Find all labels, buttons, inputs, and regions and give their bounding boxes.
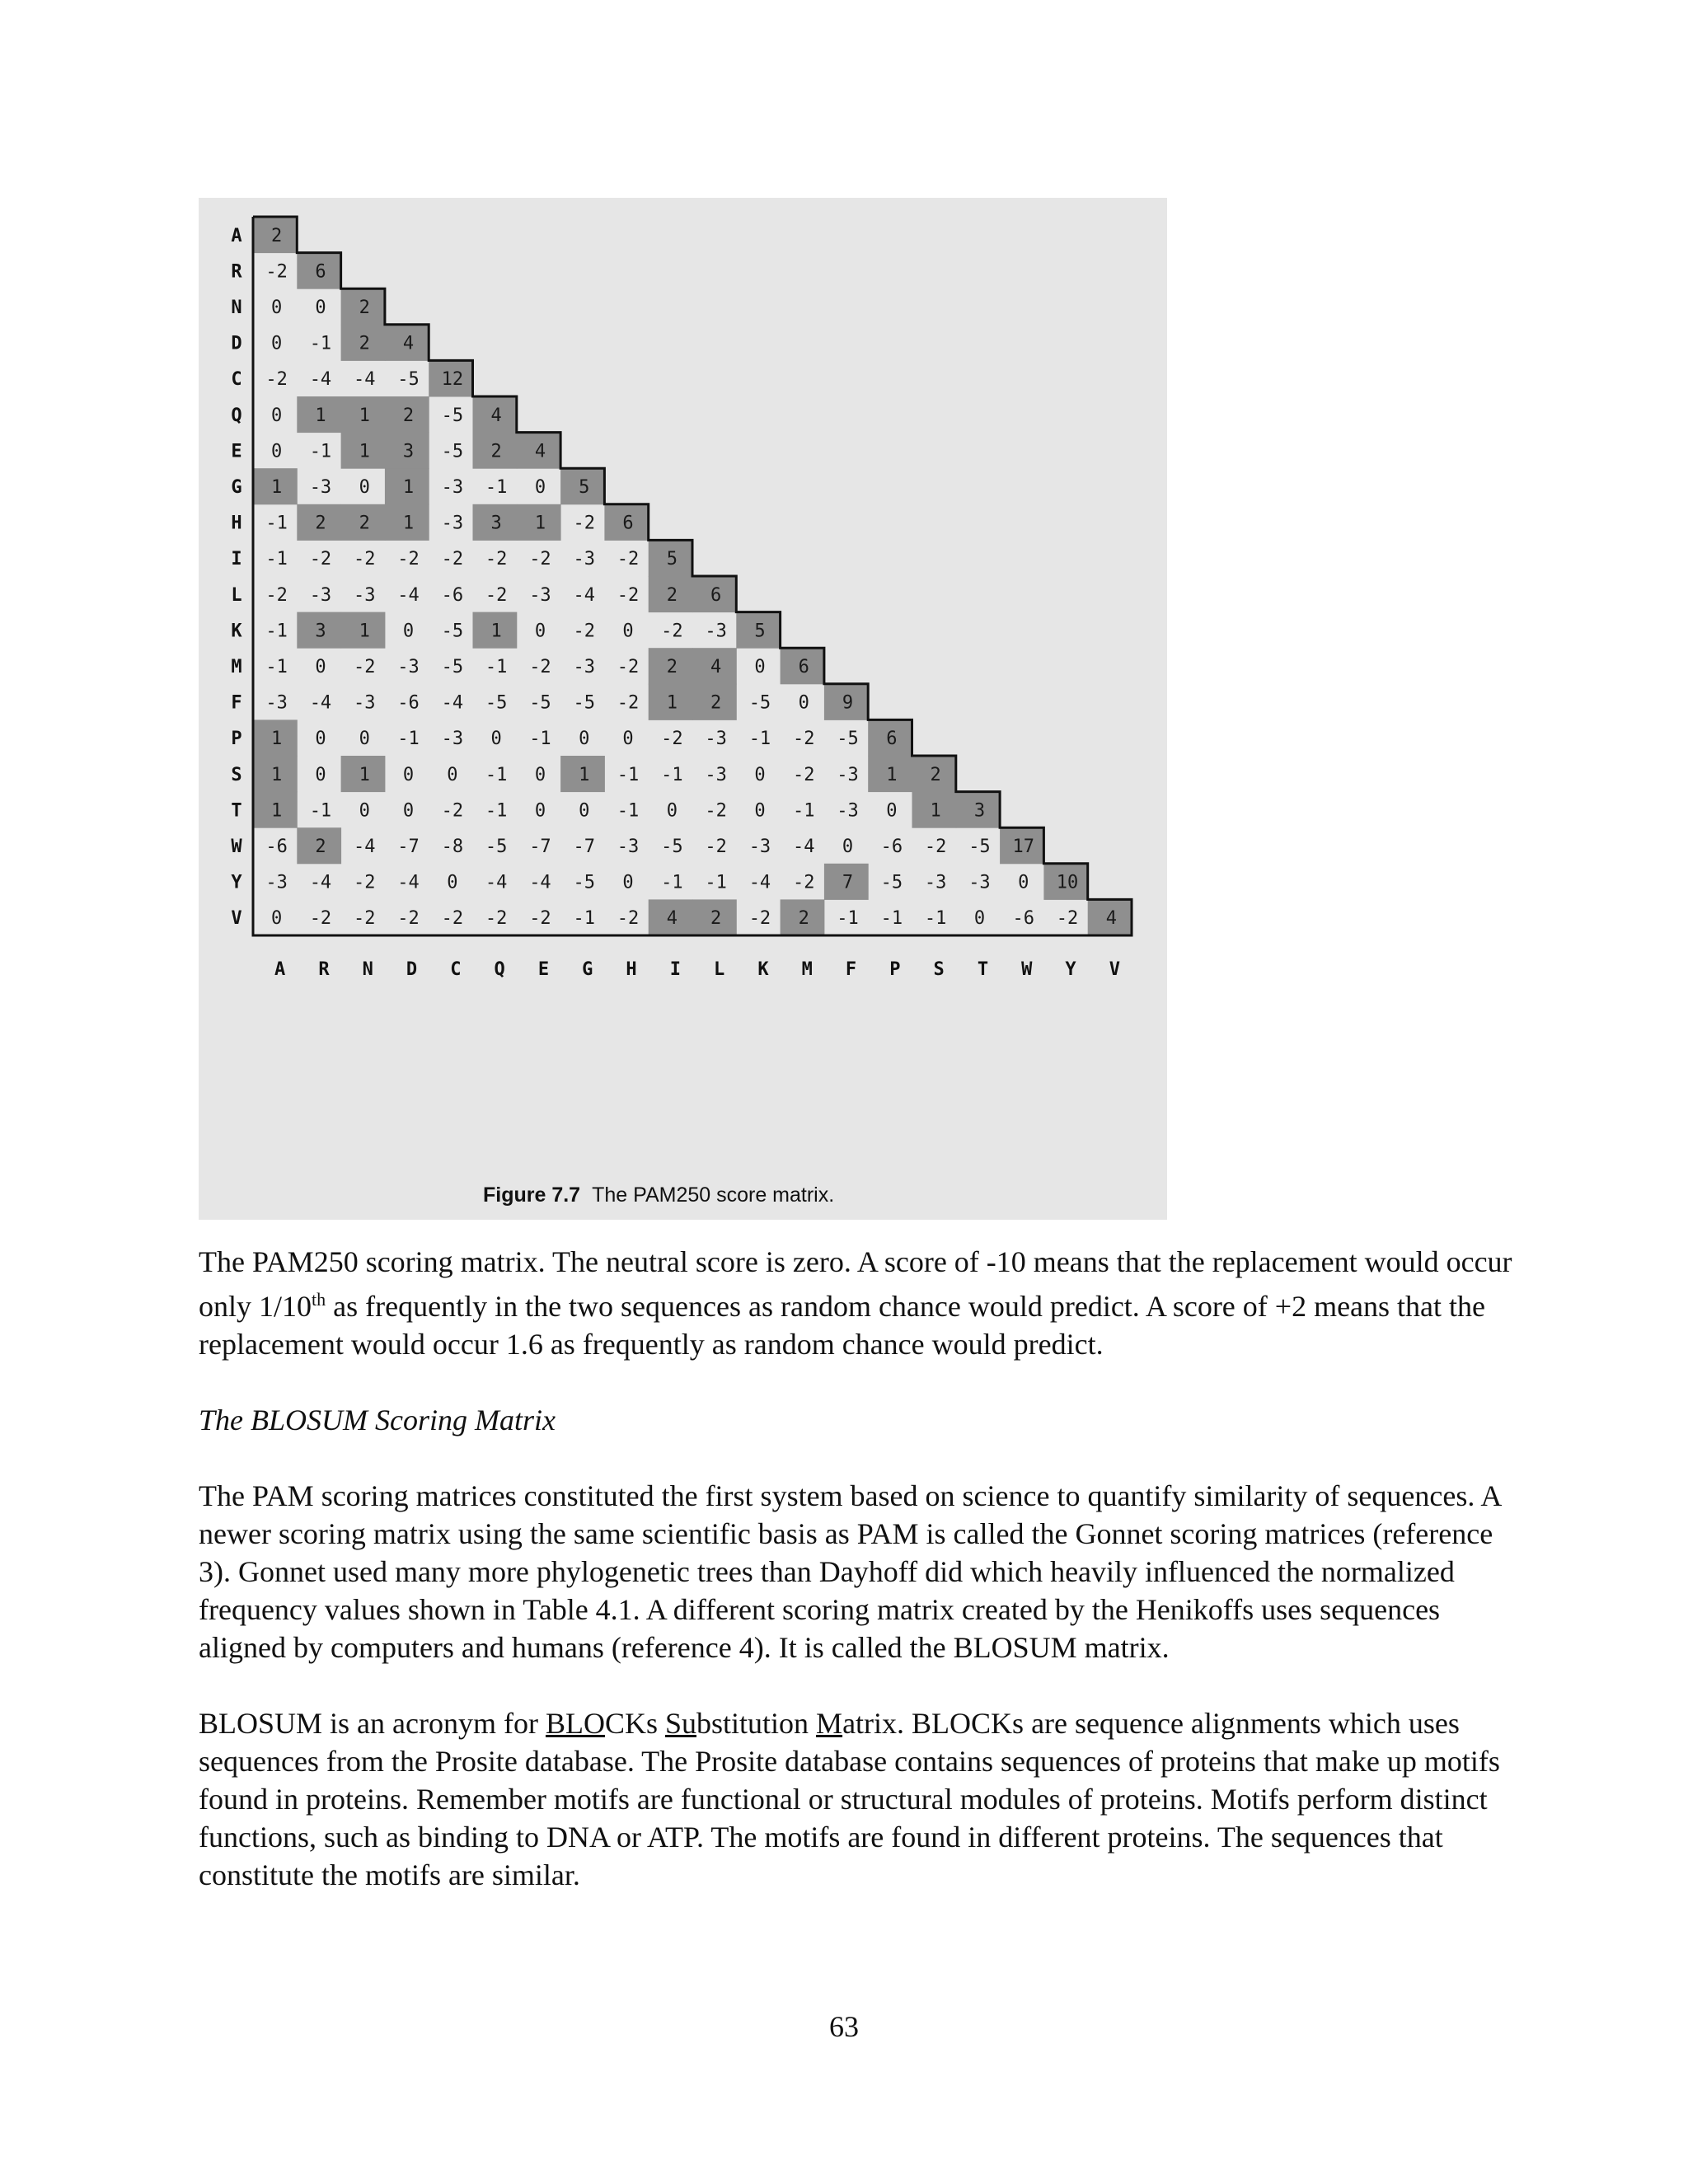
matrix-cell-value: -3 [705, 764, 727, 785]
matrix-cell-value: -5 [880, 872, 903, 893]
row-label: S [231, 764, 242, 785]
matrix-cell-value: -4 [309, 692, 332, 714]
matrix-cell-value: -4 [485, 872, 508, 893]
matrix-cell-value: 6 [315, 261, 326, 283]
row-label: F [231, 692, 242, 714]
matrix-cell-value: 1 [359, 405, 370, 426]
matrix-cell-value: -1 [265, 549, 288, 570]
row-label: R [231, 261, 242, 283]
matrix-cell-value: 1 [359, 621, 370, 642]
matrix-cell-value: 17 [1012, 837, 1034, 857]
matrix-cell-value: 2 [798, 908, 809, 930]
matrix-cell-value: 6 [798, 657, 809, 677]
matrix-cell-value: 0 [798, 692, 809, 714]
paragraph-pam-gonnet: The PAM scoring matrices constituted the first system based on science to quantify similarity of sequences. A newer scoring matrix using the same scientific basis as PAM is called the Gonnet scoring matrices (reference 3). Gonnet used many more phylogenetic trees than Dayhoff did which heavily influenced the normalized frequency values shown in Table 4.1. A different scoring matrix created by the Henikoffs uses sequences aligned by computers and humans (reference 4). It is called the BLOSUM matrix. [199, 1479, 1501, 1664]
matrix-cell-value: 1 [271, 764, 283, 785]
matrix-cell-value: -1 [617, 800, 640, 822]
matrix-cell-value: -2 [485, 584, 508, 606]
column-label: A [274, 959, 286, 980]
matrix-cell-value: -5 [661, 837, 683, 857]
matrix-cell-value: -5 [485, 837, 508, 857]
matrix-cell-value: -7 [573, 837, 595, 857]
column-label: P [889, 959, 901, 980]
matrix-cell-value: -4 [354, 837, 376, 857]
row-label: P [231, 729, 242, 750]
matrix-cell-value: 0 [579, 800, 590, 822]
matrix-cell-value: -4 [573, 584, 595, 606]
matrix-cell-value: -3 [617, 837, 640, 857]
column-label: W [1021, 959, 1033, 980]
matrix-cell-value: -2 [354, 872, 376, 893]
matrix-cell-value: -1 [485, 477, 508, 498]
matrix-cell-value: -1 [485, 657, 508, 677]
column-label: S [933, 959, 945, 980]
matrix-cell-value: -2 [661, 621, 683, 642]
matrix-cell-value: 2 [710, 908, 722, 930]
matrix-cell-value: 0 [402, 800, 415, 822]
matrix-cell-value: -5 [397, 369, 420, 391]
matrix-cell-value: -3 [748, 837, 771, 857]
matrix-cell-value: -5 [441, 657, 464, 677]
matrix-cell-value: -4 [441, 692, 464, 714]
row-label: E [231, 441, 242, 462]
matrix-cell-value: -2 [1056, 908, 1079, 930]
matrix-cell-value: 2 [359, 333, 370, 354]
matrix-cell-value: 0 [315, 657, 326, 677]
matrix-cell-value: -1 [309, 441, 332, 462]
matrix-cell-value: 0 [622, 872, 634, 893]
pam250-figure [199, 198, 1167, 1220]
figure-caption-label: Figure 7.7 [483, 1183, 581, 1207]
matrix-cell-value: -2 [617, 657, 640, 677]
matrix-cell-value: 5 [754, 621, 766, 642]
body-text [199, 1243, 1517, 1932]
matrix-cell-value: -5 [837, 729, 859, 750]
paragraph-pam250-explanation: The PAM250 scoring matrix. The neutral score is zero. A score of -10 means that the replacement would occur only 1/10th as frequently in the two sequences as random chance would predict. A score of +2 means that the replacement would occur 1.6 as frequently as random chance would predict. [199, 1245, 1512, 1361]
matrix-cell-value: 3 [973, 800, 986, 822]
matrix-cell-value: 0 [402, 621, 415, 642]
matrix-cell-value: 2 [666, 657, 678, 677]
matrix-cell-value: -2 [617, 584, 640, 606]
matrix-cell-value: -7 [397, 837, 420, 857]
matrix-cell-value: -3 [837, 764, 859, 785]
matrix-cell-value: -2 [793, 872, 815, 893]
matrix-cell-value: 0 [666, 800, 678, 822]
row-label: D [231, 333, 242, 354]
matrix-cell-value: -1 [265, 621, 288, 642]
matrix-cell-value: 3 [402, 441, 415, 462]
column-label: F [845, 959, 857, 980]
acronym-letter: M [816, 1707, 843, 1740]
row-label: A [231, 225, 242, 246]
matrix-cell-value: -1 [485, 764, 508, 785]
section-heading: The BLOSUM Scoring Matrix [199, 1404, 556, 1436]
matrix-cell-value: 2 [666, 584, 678, 606]
matrix-cell-value: -1 [661, 872, 683, 893]
matrix-cell-value: 0 [271, 908, 283, 930]
column-label: T [977, 959, 989, 980]
matrix-cell-value: 0 [534, 764, 546, 785]
matrix-cell-value: 0 [315, 298, 326, 318]
page-number: 63 [829, 2010, 859, 2043]
column-label: Q [494, 959, 505, 980]
matrix-cell-value: -2 [924, 837, 947, 857]
matrix-cell-value: 12 [441, 369, 464, 391]
matrix-cell-value: 0 [271, 405, 283, 426]
matrix-cell-value: -4 [309, 369, 332, 391]
matrix-cell-value: 0 [754, 657, 766, 677]
matrix-cell-value: -2 [748, 908, 771, 930]
matrix-cell-value: -2 [265, 584, 288, 606]
matrix-cell-value: 2 [490, 441, 502, 462]
matrix-cell-value: -2 [573, 513, 595, 534]
column-label: L [714, 959, 725, 980]
matrix-cell-value: 4 [710, 657, 722, 677]
matrix-cell-value: 1 [579, 764, 590, 785]
matrix-cell-value: -4 [354, 369, 376, 391]
matrix-cell-value: 0 [754, 764, 766, 785]
row-label: T [231, 800, 242, 822]
row-label: N [231, 298, 242, 318]
matrix-cell-value: 0 [579, 729, 590, 750]
matrix-cell-value: -5 [573, 872, 595, 893]
matrix-cell-value: 4 [534, 441, 546, 462]
matrix-cell-value: 0 [534, 621, 546, 642]
matrix-cell-value: 2 [271, 225, 283, 246]
matrix-cell-value: -1 [705, 872, 727, 893]
matrix-cell-value: -5 [441, 405, 464, 426]
matrix-cell-value: 1 [930, 800, 941, 822]
matrix-cell-value: -2 [705, 800, 727, 822]
column-label: Y [1065, 959, 1076, 980]
matrix-cell-value: -5 [441, 621, 464, 642]
matrix-cell-value: -3 [309, 584, 332, 606]
acronym-letter: BLO [545, 1707, 605, 1740]
matrix-cell-value: 6 [710, 584, 722, 606]
column-label: E [537, 959, 550, 980]
matrix-cell-value: -2 [617, 549, 640, 570]
matrix-cell-value: -5 [573, 692, 595, 714]
matrix-cell-value: -1 [265, 657, 288, 677]
matrix-cell-value: 0 [315, 764, 326, 785]
matrix-cell-value: 3 [490, 513, 502, 534]
matrix-cell-value: 4 [1105, 908, 1117, 930]
matrix-cell-value: -5 [748, 692, 771, 714]
figure-caption-text: The PAM250 score matrix. [592, 1183, 835, 1207]
matrix-cell-value: 0 [271, 298, 283, 318]
matrix-cell-value: 0 [271, 441, 283, 462]
matrix-cell-value: -1 [617, 764, 640, 785]
matrix-cell-value: 0 [359, 477, 370, 498]
matrix-cell-value: 3 [315, 621, 326, 642]
matrix-cell-value: 0 [622, 621, 634, 642]
row-label: I [231, 549, 242, 570]
matrix-cell-value: -5 [441, 441, 464, 462]
matrix-cell-value: -2 [354, 657, 376, 677]
matrix-cell-value: 0 [886, 800, 898, 822]
matrix-cell-value: -3 [265, 692, 288, 714]
matrix-cell-value: -2 [793, 729, 815, 750]
matrix-cell-value: 2 [930, 764, 941, 785]
matrix-cell-value: -1 [661, 764, 683, 785]
matrix-cell-value: -2 [397, 908, 420, 930]
matrix-cell-value: -5 [485, 692, 508, 714]
matrix-cell-value: -2 [705, 837, 727, 857]
matrix-cell-value: -2 [573, 621, 595, 642]
matrix-cell-value: 1 [402, 513, 415, 534]
row-label: M [231, 657, 242, 677]
matrix-cell-value: -3 [441, 729, 464, 750]
column-label: H [626, 959, 637, 980]
matrix-cell-value: -3 [309, 477, 332, 498]
matrix-cell-value: -1 [485, 800, 508, 822]
matrix-outline [253, 217, 1132, 935]
column-label: C [450, 959, 462, 980]
matrix-cell-value: -5 [529, 692, 551, 714]
matrix-cell-value: -6 [397, 692, 420, 714]
paragraph-blosum-acronym: BLOSUM is an acronym for BLOCKs Substitution Matrix. BLOCKs are sequence alignments which uses sequences from the Prosite database. The Prosite database contains sequences of proteins that make up motifs found in proteins. Remember motifs are functional or structural modules of proteins. Motifs perform distinct functions, such as binding to DNA or ATP. The motifs are found in different proteins. The sequences that constitute the motifs are similar. [199, 1707, 1500, 1891]
row-label: C [231, 369, 242, 391]
row-label: W [231, 837, 242, 857]
matrix-cell-value: -4 [309, 872, 332, 893]
matrix-cell-value: 0 [447, 764, 458, 785]
matrix-cell-value: -4 [529, 872, 551, 893]
matrix-cell-value: 5 [666, 549, 678, 570]
row-label: V [231, 908, 242, 930]
matrix-cell-value: 1 [271, 800, 283, 822]
matrix-cell-value: 6 [622, 513, 634, 534]
matrix-cell-value: 0 [315, 729, 326, 750]
matrix-cell-value: 1 [271, 729, 283, 750]
matrix-cell-value: 7 [842, 872, 854, 893]
matrix-cell-value: -1 [529, 729, 551, 750]
row-label: H [231, 513, 242, 534]
matrix-cell-value: -1 [837, 908, 859, 930]
matrix-cell-value: -1 [924, 908, 947, 930]
matrix-cell-value: -2 [354, 908, 376, 930]
matrix-cell-value: -1 [309, 333, 332, 354]
matrix-cell-value: 0 [973, 908, 986, 930]
matrix-cell-value: -1 [748, 729, 771, 750]
matrix-cell-value: -3 [573, 657, 595, 677]
matrix-cell-value: -2 [441, 549, 464, 570]
matrix-cell-value: -4 [397, 584, 420, 606]
matrix-cell-value: 6 [886, 729, 898, 750]
matrix-cell-value: 0 [359, 800, 370, 822]
matrix-cell-value: 2 [359, 513, 370, 534]
row-label: Q [231, 405, 242, 426]
matrix-cell-value: -1 [309, 800, 332, 822]
matrix-cell-value: -2 [617, 692, 640, 714]
superscript-th: th [312, 1289, 326, 1310]
matrix-cell-value: -3 [968, 872, 991, 893]
column-label: N [362, 959, 373, 980]
matrix-cell-value: -1 [573, 908, 595, 930]
column-label: R [318, 959, 330, 980]
matrix-cell-value: -2 [793, 764, 815, 785]
matrix-cell-value: 0 [754, 800, 766, 822]
matrix-cell-value: -3 [924, 872, 947, 893]
matrix-cell-value: -2 [617, 908, 640, 930]
matrix-cell-value: -2 [265, 369, 288, 391]
matrix-cell-value: 0 [359, 729, 370, 750]
column-label: V [1109, 959, 1120, 980]
matrix-cell-value: 2 [359, 298, 370, 318]
row-label: L [231, 584, 242, 606]
matrix-cell-value: 1 [315, 405, 326, 426]
matrix-cell-value: 2 [315, 513, 326, 534]
matrix-cell-value: -3 [441, 477, 464, 498]
matrix-cell-value: 0 [534, 800, 546, 822]
matrix-cell-value: 10 [1056, 872, 1079, 893]
matrix-cell-value: -1 [397, 729, 420, 750]
row-label: K [231, 621, 242, 642]
matrix-cell-value: 4 [402, 333, 415, 354]
matrix-cell-value: 1 [402, 477, 415, 498]
matrix-cell-value: 2 [315, 837, 326, 857]
matrix-cell-value: 0 [534, 477, 546, 498]
row-label: Y [231, 872, 242, 893]
matrix-cell-value: -3 [573, 549, 595, 570]
matrix-cell-value: 0 [490, 729, 502, 750]
matrix-cell-value: -6 [1012, 908, 1034, 930]
matrix-cell-value: -2 [441, 800, 464, 822]
matrix-cell-value: -4 [748, 872, 771, 893]
matrix-cell-value: -8 [441, 837, 464, 857]
matrix-cell-value: -6 [880, 837, 903, 857]
matrix-cell-value: -3 [837, 800, 859, 822]
matrix-cell-value: -2 [485, 908, 508, 930]
column-label: I [669, 959, 681, 980]
matrix-cell-value: -3 [705, 621, 727, 642]
row-label: G [231, 477, 242, 498]
pam250-matrix [199, 198, 1167, 1220]
matrix-cell-value: -2 [309, 908, 332, 930]
column-label: M [801, 959, 813, 980]
matrix-cell-value: 0 [402, 764, 415, 785]
matrix-cell-value: 1 [490, 621, 502, 642]
matrix-cell-value: -3 [397, 657, 420, 677]
matrix-cell-value: 4 [490, 405, 502, 426]
matrix-cell-value: -1 [793, 800, 815, 822]
matrix-cell-value: -2 [529, 657, 551, 677]
matrix-cell-value: -2 [529, 549, 551, 570]
matrix-cell-value: 0 [842, 837, 854, 857]
matrix-cell-value: -4 [397, 872, 420, 893]
matrix-cell-value: -3 [705, 729, 727, 750]
matrix-cell-value: -2 [529, 908, 551, 930]
matrix-cell-value: -2 [354, 549, 376, 570]
matrix-cell-value: -6 [265, 837, 288, 857]
matrix-cell-value: -1 [265, 513, 288, 534]
matrix-cell-value: -6 [441, 584, 464, 606]
matrix-cell-value: 1 [271, 477, 283, 498]
matrix-cell-value: 0 [447, 872, 458, 893]
matrix-cell-value: 2 [402, 405, 415, 426]
matrix-cell-value: -2 [309, 549, 332, 570]
matrix-cell-value: 0 [271, 333, 283, 354]
matrix-cell-value: 1 [359, 764, 370, 785]
matrix-cell-value: -4 [793, 837, 815, 857]
column-label: G [582, 959, 593, 980]
matrix-cell-value: -1 [880, 908, 903, 930]
matrix-cell-value: 1 [534, 513, 546, 534]
matrix-cell-value: -3 [354, 584, 376, 606]
matrix-cell-value: 1 [886, 764, 898, 785]
matrix-cell-value: -2 [485, 549, 508, 570]
matrix-cell-value: -3 [265, 872, 288, 893]
column-label: D [406, 959, 418, 980]
acronym-letter: Su [664, 1707, 697, 1740]
matrix-cell-value: 5 [579, 477, 590, 498]
matrix-cell-value: -3 [529, 584, 551, 606]
matrix-cell-value: -2 [265, 261, 288, 283]
matrix-cell-value: 1 [359, 441, 370, 462]
matrix-cell-value: 0 [1018, 872, 1029, 893]
matrix-cell-value: -3 [354, 692, 376, 714]
matrix-cell-value: 4 [666, 908, 678, 930]
matrix-cell-value: -3 [441, 513, 464, 534]
figure-caption [483, 1183, 834, 1207]
matrix-cell-value: 1 [666, 692, 678, 714]
column-label: K [757, 959, 769, 980]
matrix-cell-value: 0 [622, 729, 634, 750]
matrix-cell-value: 9 [842, 692, 854, 714]
matrix-cell-value: -2 [441, 908, 464, 930]
matrix-cell-value: -7 [529, 837, 551, 857]
matrix-cell-value: 2 [710, 692, 722, 714]
matrix-cell-value: -2 [397, 549, 420, 570]
matrix-cell-value: -5 [968, 837, 991, 857]
matrix-cell-value: -2 [661, 729, 683, 750]
